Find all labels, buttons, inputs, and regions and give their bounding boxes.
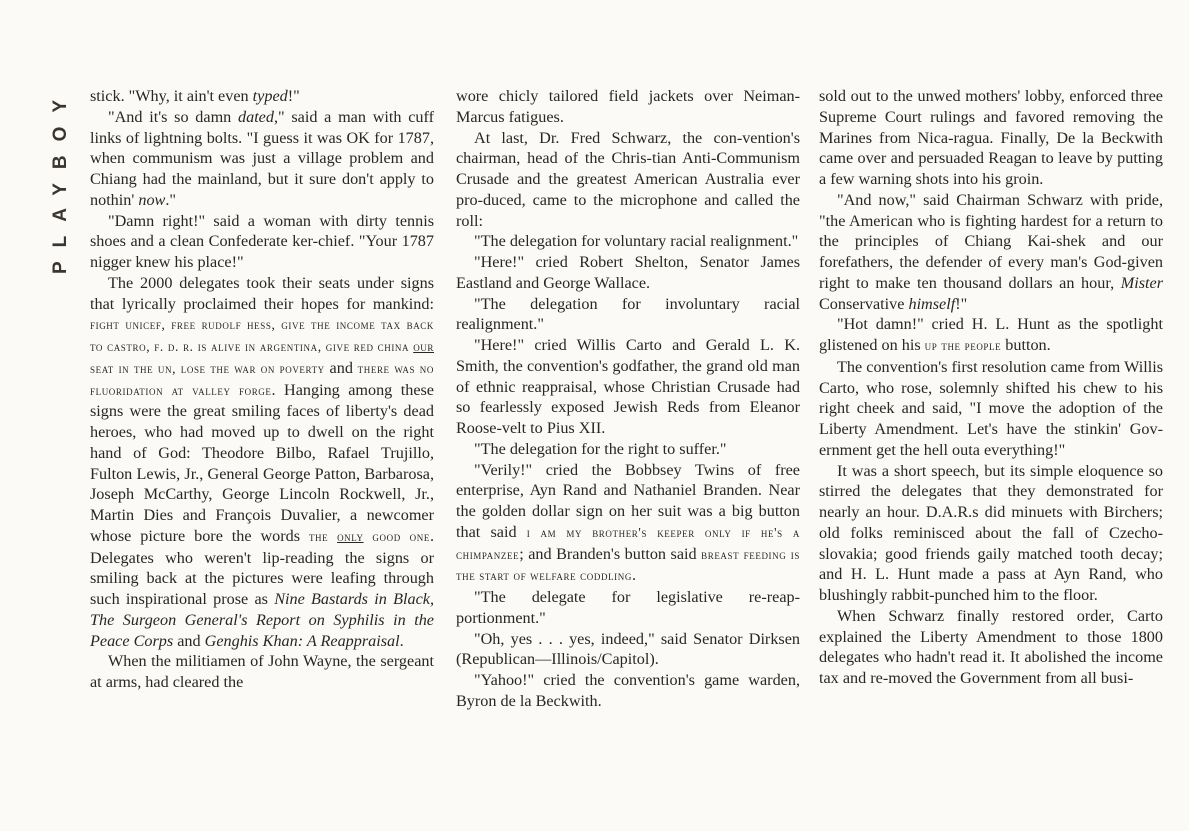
paragraph (819, 461, 1163, 606)
text-run: "And now," said Chairman Schwarz with pride, "the American who is fighting hardest for a return to the principles of Chiang Kai-shek and our forefathers, the defender of every man's God-given right to make ten thousand dollars an hour, (819, 190, 1163, 292)
small-caps-sign-text: the (308, 528, 338, 544)
text-column-3 (819, 86, 1163, 689)
paragraph (90, 107, 434, 211)
paragraph (456, 86, 800, 128)
paragraph (819, 86, 1163, 190)
paragraph (456, 670, 800, 712)
text-run: button. (1001, 336, 1051, 354)
text-run: "And it's so damn (108, 107, 238, 126)
italic-title: Genghis Khan: A Reappraisal (204, 631, 400, 650)
small-caps-sign-text: good one (363, 528, 430, 544)
text-run: and (173, 631, 205, 650)
paragraph (90, 273, 434, 652)
text-run: Conservative (819, 294, 909, 313)
text-run: "The delegation for voluntary racial realignment." (474, 232, 799, 251)
paragraph (456, 231, 800, 252)
text-run: "Verily!" cried the Bobbsey Twins of free enterprise, Ayn Rand and Nathaniel Branden. Near the golden dollar sign on her suit was a big button that said (456, 460, 800, 541)
text-run: and (324, 358, 358, 377)
paragraph (456, 460, 800, 588)
text-run: The 2000 delegates took their seats under signs that lyrically proclaimed their hopes for mankind: (90, 273, 434, 313)
text-run: . (399, 631, 404, 650)
text-run: sold out to the unwed mothers' lobby, enforced three Supreme Court rulings and favored removing the Marines from Nica-ragua. Finally, De la Beckwith came over and persuaded Reagan to leave by putting a few warning shots into his groin. (819, 87, 1163, 188)
text-run: "The delegation for involuntary racial realignment." (456, 294, 800, 334)
text-run: "The delegate for legislative re-reap-portionment." (456, 588, 800, 627)
small-caps-sign-text: fight unicef, free rudolf hess, give the income tax back to castro, f. d. r. is alive in argentina, give red china (90, 317, 434, 354)
text-run: ." (165, 190, 176, 209)
text-run: "Hot damn!" cried H. L. Hunt as the spotlight glistened on his (819, 315, 1163, 354)
text-run: stick. "Why, it ain't even (90, 87, 253, 105)
italic-title: Nine Bastards in Black, The Surgeon General's Report on Syphilis in the Peace Corps (90, 590, 434, 650)
paragraph (456, 587, 800, 629)
small-caps-sign-text: breast feeding is the start of welfare coddling (456, 546, 800, 584)
paragraph (90, 211, 434, 273)
paragraph (456, 128, 800, 232)
text-run: "Oh, yes . . . yes, indeed," said Senator Dirksen (Republican—Illinois/Capitol). (456, 629, 800, 669)
italic-title: Mister (1120, 273, 1163, 292)
text-run: When the militiamen of John Wayne, the sergeant at arms, had cleared the (90, 652, 434, 691)
small-caps-sign-text: there was no fluoridation at valley forge (90, 360, 434, 398)
masthead-text: PLAYBOY (50, 85, 72, 275)
italic-title: typed (252, 87, 288, 105)
paragraph (456, 335, 800, 439)
paragraph (456, 439, 800, 460)
small-caps-sign-text: seat in the un, lose the war on poverty (90, 360, 325, 376)
text-run: !" (955, 294, 968, 313)
text-run: "Damn right!" said a woman with dirty tennis shoes and a clean Confederate ker-chief. "Your 1787 nigger knew his place!" (90, 211, 434, 271)
text-run: ," said a man with cuff links of lightning bolts. "I guess it was OK for 1787, when communism was just a village problem and Chiang had the mainland, but it sure don't apply to nothin' (90, 107, 434, 209)
small-caps-sign-text: i am my brother's keeper only if he's a chimpanzee (456, 524, 800, 562)
paragraph (456, 294, 800, 336)
text-run: At last, Dr. Fred Schwarz, the con-vention's chairman, head of the Chris-tian Anti-Communism Crusade and the greatest American Australia ever pro-duced, came to the microphone and called the roll: (456, 128, 800, 230)
paragraph (456, 252, 800, 294)
text-run: . Hanging among these signs were the great smiling faces of liberty's dead heroes, who had moved up to dwell on the right hand of God: Theodore Bilbo, Rafael Trujillo, Fulton Lewis, Jr., General George Patton, Barbarosa, Joseph McCarthy, George Lincoln Rockwell, Jr., Martin Dies and François Duvalier, a newcomer whose picture bore the words (90, 380, 434, 545)
text-run: wore chicly tailored field jackets over Neiman-Marcus fatigues. (456, 87, 800, 126)
text-run: "The delegation for the right to suffer." (474, 439, 727, 458)
italic-title: now (138, 190, 166, 209)
text-run: "Here!" cried Robert Shelton, Senator James Eastland and George Wallace. (456, 253, 800, 292)
text-column-1 (90, 86, 434, 693)
paragraph (90, 651, 434, 693)
text-run: !" (287, 87, 300, 105)
masthead-vertical (46, 80, 76, 280)
paragraph (819, 357, 1163, 461)
italic-title: himself (908, 294, 956, 313)
paragraph (819, 190, 1163, 315)
text-run: . Delegates who weren't lip-reading the signs or smiling back at the pictures were leafing through such inspirational prose as (90, 526, 434, 608)
paragraph (90, 86, 434, 107)
text-run: ; and Branden's button said (519, 544, 702, 563)
italic-title: dated (238, 107, 274, 126)
paragraph (819, 606, 1163, 689)
small-caps-sign-text: only (337, 528, 364, 544)
text-run: "Here!" cried Willis Carto and Gerald L. K. Smith, the convention's godfather, the grand old man of ethnic reappraisal, whose Christian Crusade had so fearlessly exposed Jewish Reds from Eleanor Roose-velt to Pius XII. (456, 336, 800, 437)
text-run: The convention's first resolution came from Willis Carto, who rose, solemnly shifted his chew to his right cheek and said, "I move the adoption of the Liberty Amendment. Let's have the stinkin' Gov-ernment get the hell outa everything!" (819, 357, 1163, 459)
text-column-2 (456, 86, 800, 712)
small-caps-sign-text: up the people (924, 338, 1002, 353)
text-run: . (631, 566, 637, 585)
small-caps-sign-text: our (413, 339, 434, 354)
text-run: It was a short speech, but its simple eloquence so stirred the delegates that they demonstrated for nearly an hour. D.A.R.s did minuets with Birchers; old folks reminisced about the fall of Czecho-slovakia; good friends gaily matched tooth decay; and H. L. Hunt made a pass at Ayn Rand, who blushingly rabbit-punched him to the floor. (819, 461, 1163, 604)
text-run: When Schwarz finally restored order, Carto explained the Liberty Amendment to those 1800 delegates who hadn't read it. It abolished the income tax and re-moved the Government from all busi- (819, 606, 1163, 687)
text-run: "Yahoo!" cried the convention's game warden, Byron de la Beckwith. (456, 671, 800, 710)
paragraph (819, 314, 1163, 357)
paragraph (456, 629, 800, 671)
